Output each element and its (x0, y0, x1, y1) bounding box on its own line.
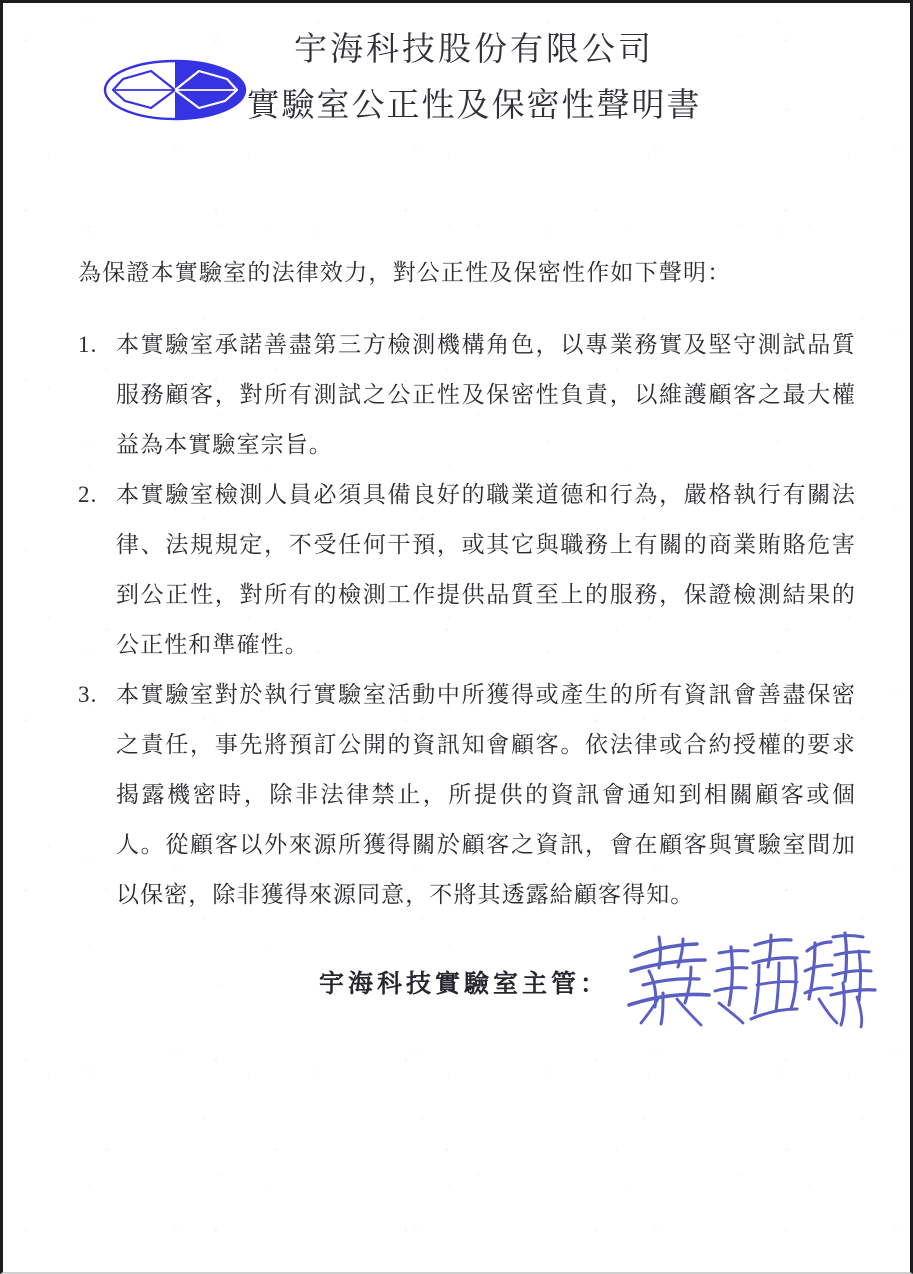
signature-label: 宇海科技實驗室主管： (319, 971, 610, 998)
clause-item (78, 320, 856, 470)
clause-item (78, 670, 856, 920)
handwritten-signature (619, 927, 869, 1032)
clause-text: 本實驗室承諾善盡第三方檢測機構角色，以專業務實及堅守測試品質服務顧客，對所有測試之公正性及保密性負責，以維護顧客之最大權益為本實驗室宗旨。 (116, 332, 856, 457)
clause-number: 3. (78, 682, 98, 707)
document-body (78, 225, 856, 920)
intro-paragraph: 為保證本實驗室的法律效力，對公正性及保密性作如下聲明： (78, 260, 732, 285)
document-header (3, 27, 913, 142)
clause-number: 1. (78, 332, 98, 357)
clause-number: 2. (78, 482, 98, 507)
company-logo-icon (101, 59, 249, 121)
clause-text: 本實驗室檢測人員必須具備良好的職業道德和行為，嚴格執行有關法律、法規規定，不受任何干預，或其它與職務上有關的商業賄賂危害到公正性，對所有的檢測工作提供品質至上的服務，保證檢測結果的公正性和準確性。 (116, 482, 856, 657)
company-name: 宇海科技股份有限公司 (294, 32, 654, 68)
clause-list (78, 320, 856, 920)
signature-row (319, 965, 879, 1025)
document-title: 實驗室公正性及保密性聲明書 (246, 88, 702, 124)
clause-item (78, 470, 856, 670)
clause-text: 本實驗室對於執行實驗室活動中所獲得或產生的所有資訊會善盡保密之責任，事先將預訂公開的資訊知會顧客。依法律或合約授權的要求揭露機密時，除非法律禁止，所提供的資訊會通知到相關顧客或個人。從顧客以外來源所獲得關於顧客之資訊，會在顧客與實驗室間加以保密，除非獲得來源同意，不將其透露給顧客得知。 (116, 682, 856, 907)
header-title-group (239, 27, 709, 129)
